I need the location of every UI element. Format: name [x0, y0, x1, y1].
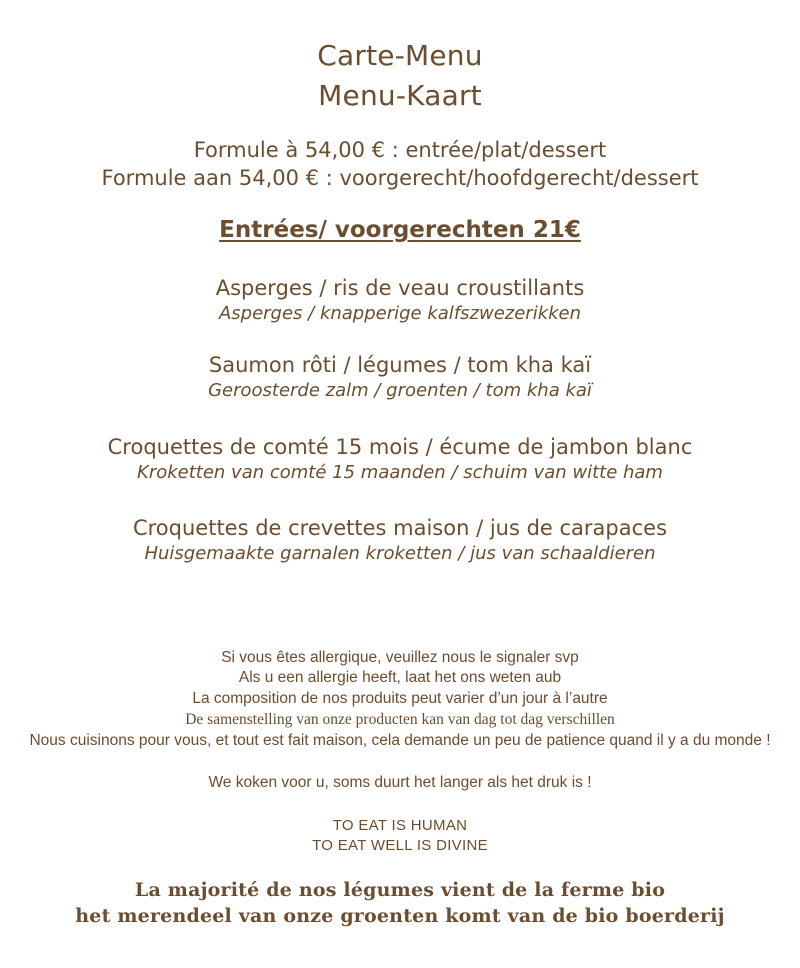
dish-3-fr: Croquettes de comté 15 mois / écume de jambon blanc — [107, 435, 693, 459]
patience-notice-fr: Nous cuisinons pour vous, et tout est fait maison, cela demande un peu de patience quand il y a du monde ! — [29, 732, 771, 749]
patience-notice-nl: We koken voor u, soms duurt het langer als het druk is ! — [208, 774, 592, 791]
formula-fr: Formule à 54,00 € : entrée/plat/dessert — [193, 138, 607, 162]
dish-1-nl: Asperges / knapperige kalfszwezerikken — [218, 303, 582, 324]
bio-farm-note-nl: het merendeel van onze groenten komt van de bio boerderij — [75, 905, 725, 927]
allergy-notice-nl: Als u een allergie heeft, laat het ons weten aub — [238, 669, 562, 686]
dish-1-fr: Asperges / ris de veau croustillants — [215, 276, 585, 300]
dish-2-nl: Geroosterde zalm / groenten / tom kha kaï — [208, 380, 592, 401]
allergy-notice-fr: Si vous êtes allergique, veuillez nous le signaler svp — [221, 649, 579, 666]
dish-3-nl: Kroketten van comté 15 maanden / schuim van witte ham — [137, 462, 663, 483]
section-heading-entrees: Entrées/ voorgerechten 21€ — [219, 217, 581, 243]
bio-farm-note-fr: La majorité de nos légumes vient de la ferme bio — [134, 879, 666, 901]
menu-title-fr: Carte-Menu — [317, 39, 483, 72]
motto-line-2: TO EAT WELL IS DIVINE — [312, 837, 488, 854]
dish-4-nl: Huisgemaakte garnalen kroketten / jus van schaaldieren — [144, 543, 656, 564]
composition-notice-nl: De samenstelling van onze producten kan van dag tot dag verschillen — [185, 711, 615, 728]
menu-title-nl: Menu-Kaart — [318, 79, 482, 112]
dish-2-fr: Saumon rôti / légumes / tom kha kaï — [208, 353, 592, 377]
motto-line-1: TO EAT IS HUMAN — [332, 817, 468, 834]
dish-4-fr: Croquettes de crevettes maison / jus de carapaces — [132, 516, 668, 540]
composition-notice-fr: La composition de nos produits peut varier d’un jour à l’autre — [192, 690, 608, 707]
formula-nl: Formule aan 54,00 € : voorgerecht/hoofdgerecht/dessert — [101, 166, 699, 190]
